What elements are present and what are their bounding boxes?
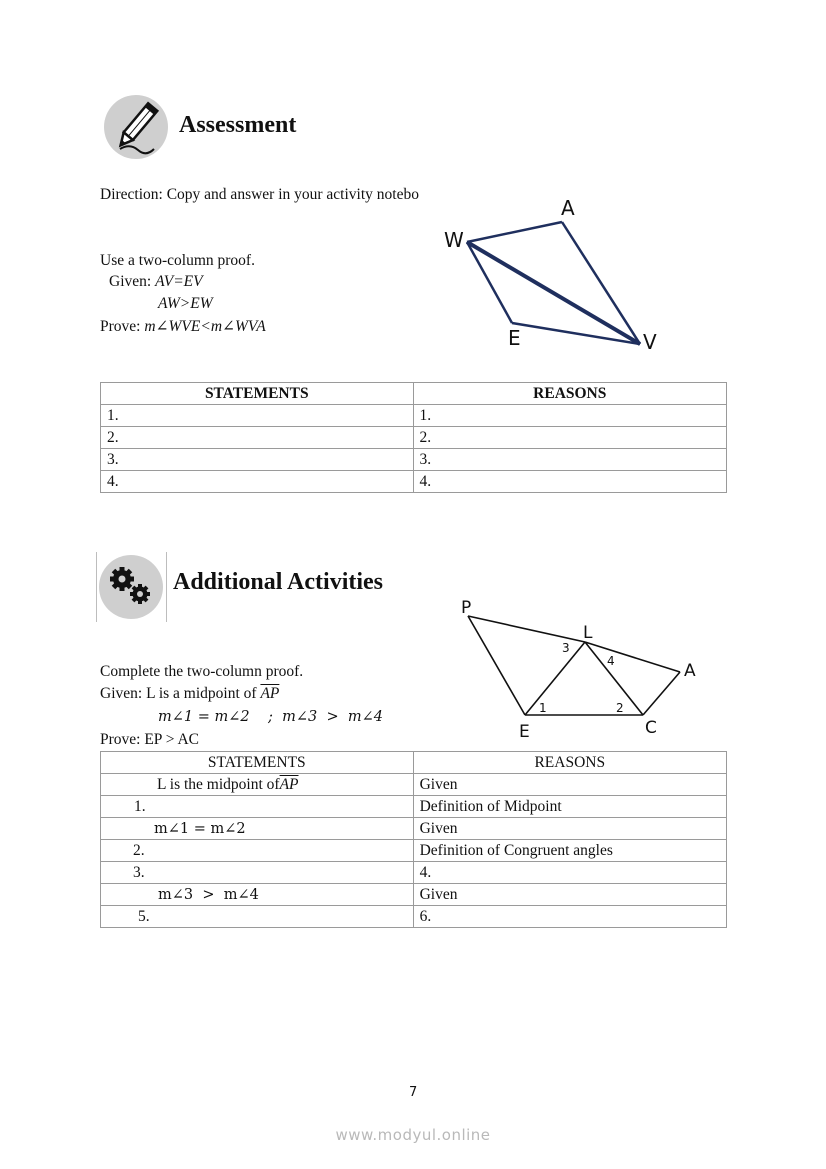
given-1-prefix: L is a midpoint of: [146, 685, 257, 702]
label-c: C: [645, 718, 657, 738]
statement-cell[interactable]: m∠3 > m∠4: [101, 884, 414, 906]
given-label: Given:: [100, 685, 143, 702]
reason-cell[interactable]: 4.: [413, 471, 726, 493]
additional-divider: [96, 552, 97, 622]
given-2: m∠1 = m∠2 ; m∠3 > m∠4: [158, 709, 383, 725]
additional-prove: Prove: EP > AC: [100, 731, 200, 748]
segment-la: [585, 642, 680, 672]
midpoint-statement-prefix: L is the midpoint of: [157, 775, 280, 793]
table-row: [101, 471, 727, 493]
watermark: www.modyul.online: [335, 1126, 491, 1144]
assessment-given: [109, 273, 203, 291]
label-p: P: [461, 598, 472, 618]
segment-ap: $\overline{AP}$: [279, 775, 299, 793]
table-row: [101, 774, 727, 796]
statement-cell[interactable]: 1.: [101, 796, 414, 818]
table-row: [101, 818, 727, 840]
statement-cell[interactable]: 3.: [101, 862, 414, 884]
table-row: [101, 884, 727, 906]
angle-4-label: 4: [607, 654, 615, 668]
additional-given: [100, 685, 279, 703]
reason-cell[interactable]: 3.: [413, 449, 726, 471]
triangle-figure: [455, 595, 705, 745]
statement-cell[interactable]: 4.: [101, 471, 414, 493]
reason-cell[interactable]: 2.: [413, 427, 726, 449]
segment-av: [562, 222, 640, 344]
reason-cell[interactable]: Given: [413, 774, 726, 796]
statement-cell[interactable]: 2.: [101, 840, 414, 862]
statement-cell[interactable]: 3.: [101, 449, 414, 471]
direction-text: Direction: Copy and answer in your activity notebo: [100, 186, 419, 203]
label-l: L: [583, 623, 593, 643]
additional-icon-circle: [99, 555, 163, 619]
statement-cell[interactable]: 1.: [101, 405, 414, 427]
angle-1-label: 1: [539, 701, 547, 715]
statement-cell[interactable]: 5.: [101, 906, 414, 928]
table-row: [101, 449, 727, 471]
segment-pe: [468, 616, 525, 715]
statement-cell[interactable]: 2.: [101, 427, 414, 449]
reason-cell[interactable]: 6.: [413, 906, 726, 928]
assessment-title: Assessment: [179, 112, 297, 138]
statements-header: STATEMENTS: [101, 383, 414, 405]
reason-cell[interactable]: Given: [413, 818, 726, 840]
reason-cell[interactable]: Given: [413, 884, 726, 906]
reason-cell[interactable]: 1.: [413, 405, 726, 427]
additional-divider: [166, 552, 167, 622]
table-row: [101, 906, 727, 928]
table-row: [101, 796, 727, 818]
reason-cell[interactable]: Definition of Midpoint: [413, 796, 726, 818]
table-row: [101, 840, 727, 862]
label-a: A: [684, 661, 696, 681]
segment-pl: [468, 616, 585, 642]
given-1: AV=EV: [155, 273, 203, 290]
label-w: W: [444, 228, 464, 252]
statement-cell[interactable]: m∠1 = m∠2: [101, 818, 414, 840]
segment-ca: [643, 672, 680, 715]
gears-icon: [99, 555, 163, 619]
table-row: [101, 427, 727, 449]
label-v: V: [643, 330, 657, 354]
statements-header: STATEMENTS: [101, 752, 414, 774]
prove-statement: m∠WVE<m∠WVA: [144, 318, 266, 335]
additional-instruction: Complete the two-column proof.: [100, 663, 304, 680]
segment-lc: [585, 642, 643, 715]
assessment-proof-table: [100, 382, 727, 493]
given-label: Given:: [109, 273, 152, 290]
segment-wa: [467, 222, 562, 242]
label-a: A: [561, 196, 575, 220]
additional-title: Additional Activities: [173, 569, 384, 595]
assessment-prove: [100, 317, 266, 336]
given-2: AW>EW: [158, 295, 213, 312]
reasons-header: REASONS: [413, 383, 726, 405]
prove-label: Prove:: [100, 318, 141, 335]
table-row: [101, 862, 727, 884]
table-row: [101, 405, 727, 427]
assessment-icon-circle: [104, 95, 168, 159]
reason-cell[interactable]: 4.: [413, 862, 726, 884]
assessment-instruction: Use a two-column proof.: [100, 252, 255, 269]
angle-2-label: 2: [616, 701, 624, 715]
statement-cell[interactable]: [101, 774, 414, 796]
label-e: E: [508, 326, 521, 350]
reason-cell[interactable]: Definition of Congruent angles: [413, 840, 726, 862]
quadrilateral-figure: [440, 195, 670, 360]
label-e: E: [519, 722, 530, 742]
page-number: 7: [409, 1085, 418, 1100]
reasons-header: REASONS: [413, 752, 726, 774]
pencil-icon: [104, 95, 168, 159]
segment-ap: $\overline{AP}$: [260, 685, 280, 702]
additional-proof-table: [100, 751, 727, 928]
segment-el: [525, 642, 585, 715]
angle-3-label: 3: [562, 641, 570, 655]
